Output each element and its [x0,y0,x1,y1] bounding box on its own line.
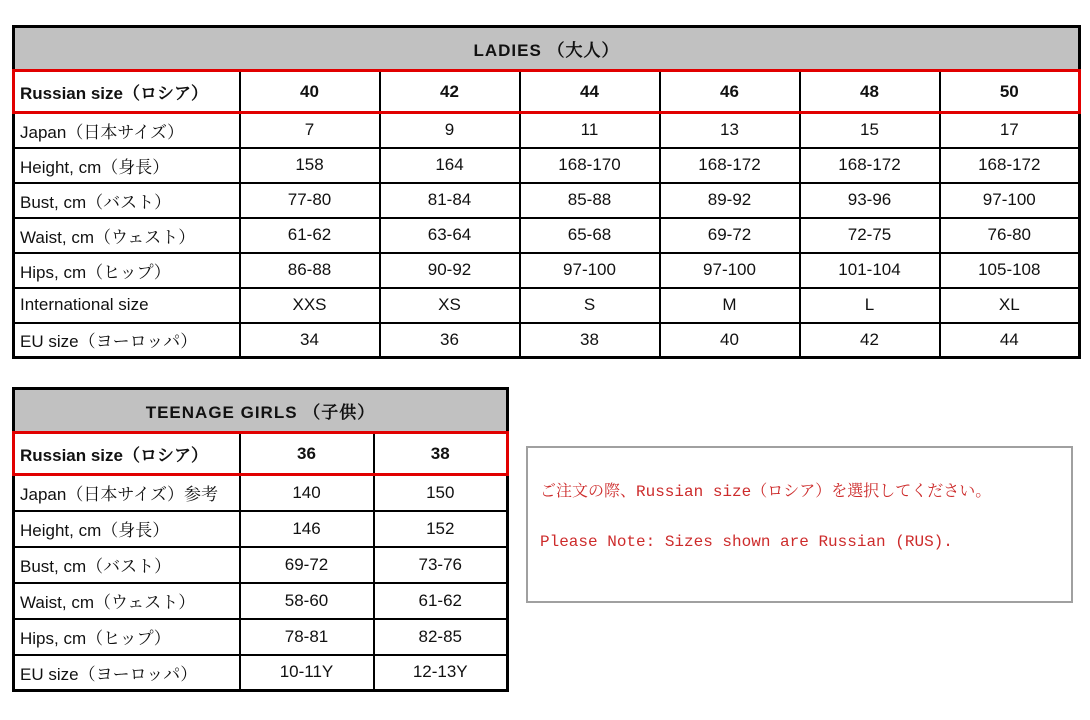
size-value-cell: 81-84 [380,183,520,218]
size-value-cell: 38 [520,323,660,358]
size-value-cell: 77-80 [240,183,380,218]
size-value-cell: 146 [240,511,374,547]
size-value-cell: 61-62 [374,583,508,619]
table-row [14,619,508,655]
size-value-cell: 44 [520,71,660,113]
table-row [14,148,1080,183]
size-value-cell: 13 [660,113,800,148]
table-row [14,547,508,583]
size-value-cell: 152 [374,511,508,547]
size-value-cell: 65-68 [520,218,660,253]
size-value-cell: 69-72 [660,218,800,253]
size-value-cell: XS [380,288,520,323]
size-value-cell: 97-100 [660,253,800,288]
size-value-cell: 38 [374,433,508,475]
size-value-cell: 168-172 [660,148,800,183]
size-value-cell: 168-172 [940,148,1080,183]
table-row [14,183,1080,218]
size-value-cell: 158 [240,148,380,183]
size-value-cell: 86-88 [240,253,380,288]
row-label: Japan（日本サイズ）参考 [14,475,240,511]
ladies-table-title: LADIES （大人） [14,27,1080,71]
ladies-size-table [12,25,1081,359]
size-value-cell: 17 [940,113,1080,148]
table-row [14,511,508,547]
size-value-cell: 89-92 [660,183,800,218]
size-value-cell: 10-11Y [240,655,374,691]
size-value-cell: 150 [374,475,508,511]
size-value-cell: 48 [800,71,940,113]
row-label: EU size（ヨーロッパ） [14,323,240,358]
size-value-cell: 9 [380,113,520,148]
size-value-cell: 76-80 [940,218,1080,253]
size-value-cell: 97-100 [940,183,1080,218]
size-value-cell: 78-81 [240,619,374,655]
row-label: Waist, cm（ウェスト） [14,218,240,253]
size-value-cell: 36 [380,323,520,358]
size-value-cell: 44 [940,323,1080,358]
table-row [14,583,508,619]
size-value-cell: 15 [800,113,940,148]
size-value-cell: 85-88 [520,183,660,218]
girls-table-title: TEENAGE GIRLS （子供） [14,389,508,433]
size-value-cell: 168-170 [520,148,660,183]
note-line-japanese: ご注文の際、Russian size（ロシア）を選択してください。 [540,483,992,501]
size-value-cell: 63-64 [380,218,520,253]
girls-table-body [14,433,508,691]
size-value-cell: 7 [240,113,380,148]
girls-size-table [12,387,509,692]
size-value-cell: 90-92 [380,253,520,288]
row-label: Russian size（ロシア） [14,71,240,113]
size-value-cell: 42 [380,71,520,113]
size-value-cell: 164 [380,148,520,183]
row-label: EU size（ヨーロッパ） [14,655,240,691]
table-row [14,655,508,691]
size-value-cell: 93-96 [800,183,940,218]
table-row [14,288,1080,323]
size-value-cell: 46 [660,71,800,113]
note-box [526,446,1073,603]
row-label: Hips, cm（ヒップ） [14,619,240,655]
size-value-cell: L [800,288,940,323]
ladies-table-header-row [14,27,1080,71]
row-label: Hips, cm（ヒップ） [14,253,240,288]
table-row [14,113,1080,148]
table-row [14,218,1080,253]
russian-size-row [14,433,508,475]
size-value-cell: 50 [940,71,1080,113]
size-value-cell: 11 [520,113,660,148]
size-value-cell: 69-72 [240,547,374,583]
size-value-cell: 58-60 [240,583,374,619]
size-value-cell: 61-62 [240,218,380,253]
russian-size-row [14,71,1080,113]
table-row [14,475,508,511]
size-value-cell: 140 [240,475,374,511]
table-row [14,323,1080,358]
row-label: Waist, cm（ウェスト） [14,583,240,619]
row-label: Height, cm（身長） [14,511,240,547]
size-value-cell: XL [940,288,1080,323]
table-row [14,253,1080,288]
size-value-cell: 82-85 [374,619,508,655]
size-value-cell: 73-76 [374,547,508,583]
size-value-cell: S [520,288,660,323]
size-value-cell: 42 [800,323,940,358]
ladies-table-body [14,71,1080,358]
row-label: Russian size（ロシア） [14,433,240,475]
row-label: Japan（日本サイズ） [14,113,240,148]
row-label: Height, cm（身長） [14,148,240,183]
size-value-cell: 36 [240,433,374,475]
size-value-cell: 40 [660,323,800,358]
size-value-cell: 12-13Y [374,655,508,691]
row-label: International size [14,288,240,323]
row-label: Bust, cm（バスト） [14,183,240,218]
size-value-cell: 72-75 [800,218,940,253]
size-value-cell: 105-108 [940,253,1080,288]
row-label: Bust, cm（バスト） [14,547,240,583]
size-value-cell: 97-100 [520,253,660,288]
size-value-cell: M [660,288,800,323]
size-value-cell: 40 [240,71,380,113]
size-value-cell: 101-104 [800,253,940,288]
size-value-cell: XXS [240,288,380,323]
note-line-english: Please Note: Sizes shown are Russian (RUS). [540,533,953,551]
size-value-cell: 168-172 [800,148,940,183]
girls-table-header-row [14,389,508,433]
size-value-cell: 34 [240,323,380,358]
